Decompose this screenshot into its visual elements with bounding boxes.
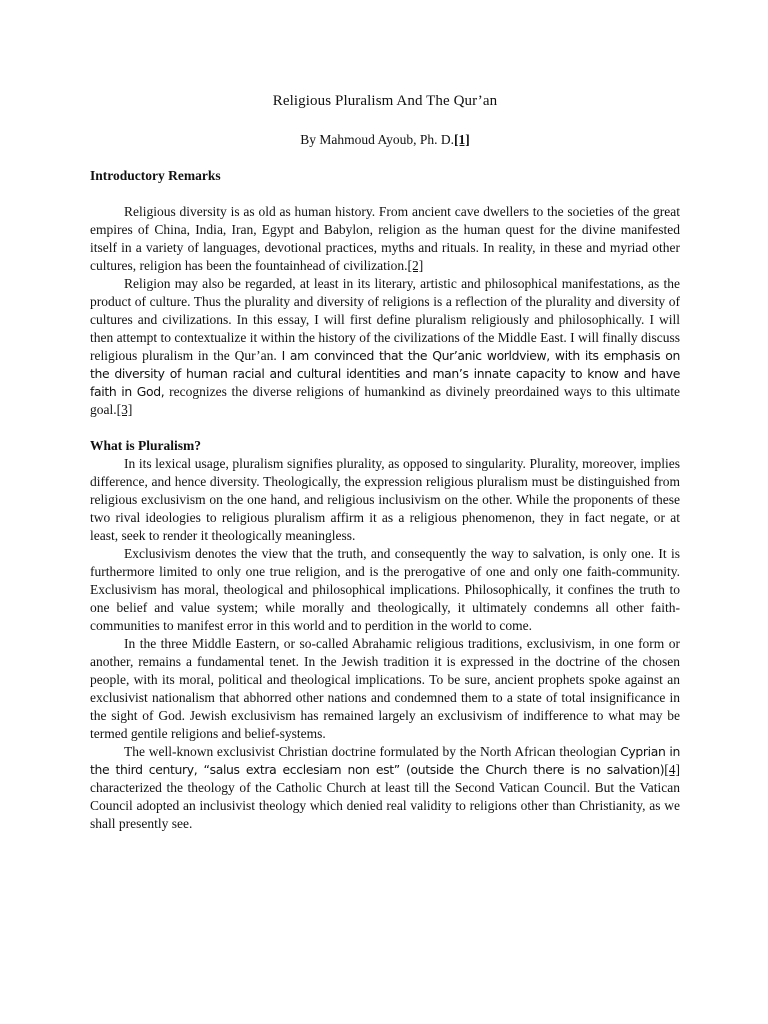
paragraph-pluralism-4 [90,743,680,833]
paragraph-text: recognizes the diverse religions of humankind as divinely preordained ways to this ultimate goal. [90,384,681,417]
document-title: Religious Pluralism And The Qur’an [272,93,498,109]
author-byline [90,131,680,149]
footnote-link-3[interactable]: [3] [116,402,133,417]
paragraph-text-sans: I am convinced that the Qur’anic worldview, with its emphasis on the diversity of human racial and cultural identities and man’s innate capacity to know and have faith in God, [90,348,680,399]
section-heading-introductory-remarks: Introductory Remarks [90,168,221,183]
paragraph-pluralism-2: Exclusivism denotes the view that the truth, and consequently the way to salvation, is only one. It is furthermore limited to only one true religion, and is the prerogative of one and only one faith-community. Exclusivism has moral, theological and philosophical implications. Philosophically, it confines the truth to one belief and value system; while morally and theologically, it ultimately condemns all other faith-communities to manifest error in this world and to perdition in the world to come. [90,546,680,633]
paragraph-pluralism-3: In the three Middle Eastern, or so-called Abrahamic religious traditions, exclusivism, in one form or another, remains a fundamental tenet. In the Jewish tradition it is expressed in the doctrine of the chosen people, with its moral, political and theological implications. To be sure, ancient prophets spoke against an exclusivist nationalism that abhorred other nations and condemned them to a state of total insignificance in the sight of God. Jewish exclusivism has remained largely an exclusivism of indifference to what may be termed gentile religions and belief-systems. [90,636,680,741]
paragraph-intro-1 [90,203,680,275]
paragraph-text: The well-known exclusivist Christian doctrine formulated by the North African theologian [124,744,617,759]
paragraph-pluralism-1: In its lexical usage, pluralism signifies plurality, as opposed to singularity. Plurality, moreover, implies difference, and hence diversity. Theologically, the expression religious pluralism must be distinguished from religious exclusivism on the one hand, and religious inclusivism on the other. While the proponents of these two rival ideologies to religious pluralism affirm it as a religious phenomenon, they in fact negate, or at least, seek to render it theologically meaningless. [90,456,680,543]
footnote-link-1[interactable]: [1] [453,132,470,147]
paragraph-text-sans: Cyprian in the third century, “salus extra ecclesiam non est” (outside the Church there is no salvation) [90,744,681,777]
paragraph-text: Religious diversity is as old as human history. From ancient cave dwellers to the societies of the great empires of China, India, Iran, Egypt and Babylon, religion as the human quest for the divine manifested itself in a variety of languages, devotional practices, myths and rituals. In reality, in these and myriad other cultures, religion has been the fountainhead of civilization. [90,204,680,273]
section-heading-what-is-pluralism: What is Pluralism? [90,438,202,453]
author-name: By Mahmoud Ayoub, Ph. D. [300,132,454,147]
footnote-link-4[interactable]: [4] [664,762,680,777]
paragraph-intro-2 [90,275,680,419]
paragraph-text: Religion may also be regarded, at least in its literary, artistic and philosophical manifestations, as the product of culture. Thus the plurality and diversity of religions is a reflection of the plurality and diversity of cultures and civilizations. In this essay, I will first define pluralism religiously and philosophically. I will then attempt to contextualize it within the history of the civilizations of the Middle East. I will finally discuss religious pluralism in the Qur’an. [90,276,680,363]
paragraph-text: characterized the theology of the Catholic Church at least till the Second Vatican Council. But the Vatican Council adopted an inclusivist theology which denied real validity to religions other than Christianity, as we shall presently see. [90,780,680,831]
footnote-link-2[interactable]: [2] [407,258,424,273]
